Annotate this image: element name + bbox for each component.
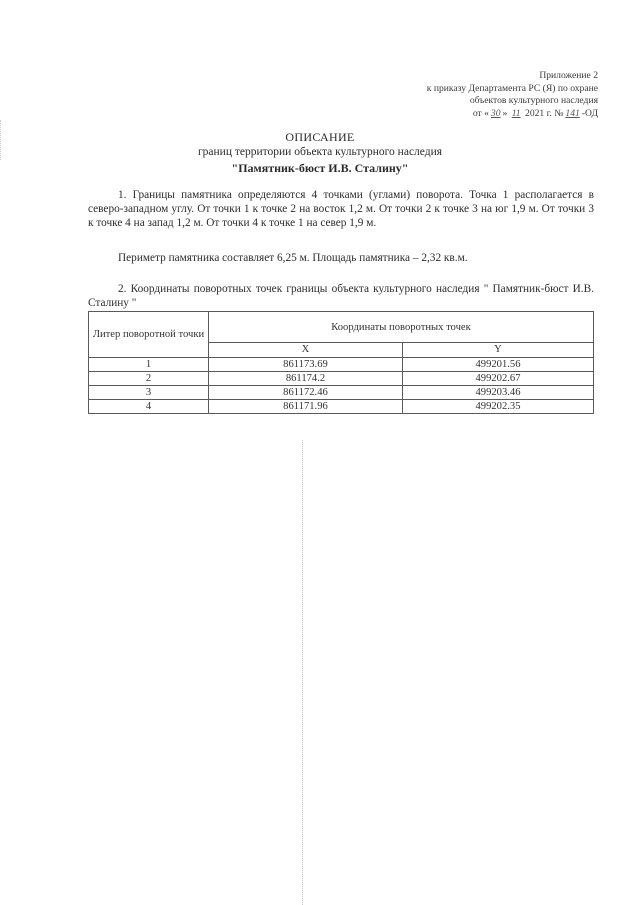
cell-y: 499202.35 bbox=[403, 400, 594, 414]
header-coordinates: Координаты поворотных точек bbox=[209, 312, 594, 343]
cell-point: 3 bbox=[89, 386, 209, 400]
table-row bbox=[89, 372, 594, 386]
order-number: 141 bbox=[565, 107, 580, 119]
perimeter-paragraph: Периметр памятника составляет 6,25 м. Площадь памятника – 2,32 кв.м. bbox=[118, 252, 468, 264]
date-prefix: от « bbox=[472, 107, 489, 119]
cell-x: 861172.46 bbox=[209, 386, 403, 400]
table-row bbox=[89, 386, 594, 400]
cell-point: 2 bbox=[89, 372, 209, 386]
annex-date-line bbox=[338, 108, 598, 121]
annex-order-ref: к приказу Департамента РС (Я) по охране bbox=[426, 82, 598, 94]
coords-paragraph: 2. Координаты поворотных точек границы объекта культурного наследия " Памятник-бюст И.В. Сталину " bbox=[88, 283, 594, 309]
boundary-paragraph: 1. Границы памятника определяются 4 точками (углами) поворота. Точка 1 располагается в северо-западном углу. От точки 1 к точке 2 на восток 1,2 м. От точки 2 к точке 3 на юг 1,9 м. От точки 3 к точке 4 на запад 1,2 м. От точки 4 к точке 1 на север 1,9 м. bbox=[88, 189, 594, 229]
annex-header bbox=[338, 70, 598, 120]
cell-y: 499203.46 bbox=[403, 386, 594, 400]
doc-title: ОПИСАНИЕ bbox=[285, 130, 355, 144]
date-mid: » bbox=[502, 107, 508, 119]
cell-x: 861171.96 bbox=[209, 400, 403, 414]
annex-number: Приложение 2 bbox=[539, 70, 598, 81]
coordinates-table bbox=[88, 311, 594, 414]
header-y: Y bbox=[403, 343, 594, 358]
cell-y: 499201.56 bbox=[403, 358, 594, 372]
date-month: 11 bbox=[511, 107, 521, 119]
header-x: X bbox=[209, 343, 403, 358]
scan-fold-line bbox=[302, 440, 303, 905]
doc-subtitle: границ территории объекта культурного наследия bbox=[197, 146, 443, 158]
date-day: 30 bbox=[490, 107, 501, 119]
table-row bbox=[89, 400, 594, 414]
cell-y: 499202.67 bbox=[403, 372, 594, 386]
date-year: 2021 г. № bbox=[525, 107, 564, 119]
cell-x: 861173.69 bbox=[209, 358, 403, 372]
annex-department: объектов культурного наследия bbox=[469, 95, 598, 107]
header-point: Литер поворотной точки bbox=[89, 312, 209, 358]
order-suffix: -ОД bbox=[581, 107, 598, 119]
cell-x: 861174.2 bbox=[209, 372, 403, 386]
object-name: "Памятник-бюст И.В. Сталину" bbox=[231, 161, 409, 175]
cell-point: 4 bbox=[89, 400, 209, 414]
cell-point: 1 bbox=[89, 358, 209, 372]
table-row bbox=[89, 358, 594, 372]
